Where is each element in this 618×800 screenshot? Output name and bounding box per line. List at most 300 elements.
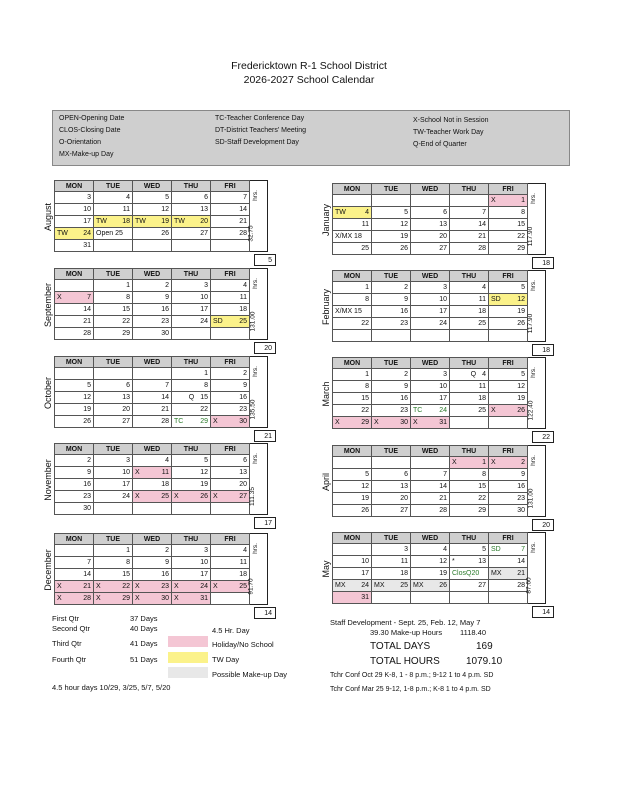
day-header: THU bbox=[450, 184, 489, 195]
day-cell bbox=[372, 592, 411, 604]
day-cell bbox=[450, 505, 489, 517]
week-row bbox=[55, 280, 250, 292]
day-number: 12 bbox=[361, 483, 369, 490]
hrs-label: hrs. bbox=[529, 193, 537, 204]
day-cell bbox=[333, 369, 372, 381]
month-hours: 32.75 bbox=[247, 225, 255, 242]
day-cell bbox=[333, 417, 372, 429]
week-row bbox=[55, 416, 250, 428]
day-number: 27 bbox=[478, 582, 486, 589]
day-cell bbox=[94, 292, 133, 304]
day-code: X bbox=[491, 197, 496, 204]
day-cell bbox=[489, 243, 528, 255]
day-cell bbox=[489, 568, 528, 580]
day-cell bbox=[450, 306, 489, 318]
hrs-label: hrs. bbox=[251, 366, 259, 377]
hrs-label: hrs. bbox=[529, 367, 537, 378]
day-cell bbox=[411, 369, 450, 381]
legend-sd: SD-Staff Development Day bbox=[215, 139, 299, 146]
day-number: 7 bbox=[443, 471, 447, 478]
day-cell bbox=[450, 330, 489, 342]
day-cell bbox=[94, 204, 133, 216]
day-number: 30 bbox=[161, 595, 169, 602]
week-row bbox=[333, 318, 528, 330]
day-cell bbox=[372, 568, 411, 580]
day-number: 9 bbox=[404, 383, 408, 390]
day-cell bbox=[133, 240, 172, 252]
day-cell bbox=[333, 219, 372, 231]
day-code: X bbox=[174, 493, 179, 500]
day-number: 26 bbox=[83, 418, 91, 425]
month-name: March bbox=[321, 381, 331, 407]
day-number: 12 bbox=[83, 394, 91, 401]
day-number: 22 bbox=[200, 406, 208, 413]
day-cell bbox=[172, 569, 211, 581]
month-days-total: 18 bbox=[532, 344, 554, 356]
day-cell bbox=[55, 204, 94, 216]
day-number: 2 bbox=[243, 370, 247, 377]
hrs-label: hrs. bbox=[251, 190, 259, 201]
day-cell bbox=[411, 381, 450, 393]
day-cell bbox=[172, 479, 211, 491]
day-code: X bbox=[96, 595, 101, 602]
day-number: 9 bbox=[87, 469, 91, 476]
day-cell bbox=[172, 228, 211, 240]
q4-days: 51 Days bbox=[130, 655, 158, 664]
day-number: 9 bbox=[165, 559, 169, 566]
day-cell bbox=[450, 243, 489, 255]
day-number: 29 bbox=[200, 418, 208, 425]
week-row bbox=[333, 219, 528, 231]
day-cell bbox=[133, 216, 172, 228]
day-cell bbox=[172, 545, 211, 557]
day-cell bbox=[411, 493, 450, 505]
day-cell bbox=[411, 393, 450, 405]
day-number: 5 bbox=[165, 194, 169, 201]
day-cell bbox=[211, 479, 250, 491]
week-row bbox=[55, 192, 250, 204]
q3-label: Third Qtr bbox=[52, 639, 82, 648]
month-name: December bbox=[43, 549, 53, 591]
week-row bbox=[333, 306, 528, 318]
day-number: 22 bbox=[361, 407, 369, 414]
day-cell bbox=[55, 380, 94, 392]
day-cell bbox=[94, 192, 133, 204]
day-cell bbox=[372, 231, 411, 243]
month-hours: 131.00 bbox=[527, 488, 535, 509]
day-header: MON bbox=[55, 269, 94, 280]
month-days-total: 20 bbox=[254, 342, 276, 354]
week-row bbox=[333, 556, 528, 568]
day-header: THU bbox=[450, 271, 489, 282]
day-number: 28 bbox=[478, 245, 486, 252]
day-cell bbox=[450, 294, 489, 306]
day-number: 25 bbox=[478, 407, 486, 414]
day-number: 22 bbox=[361, 320, 369, 327]
legend-tw: TW-Teacher Work Day bbox=[413, 129, 484, 136]
day-cell bbox=[333, 469, 372, 481]
month-days-total: 14 bbox=[532, 606, 554, 618]
day-cell bbox=[172, 304, 211, 316]
day-number: 4 bbox=[243, 547, 247, 554]
day-cell bbox=[489, 580, 528, 592]
day-cell bbox=[133, 368, 172, 380]
day-cell bbox=[372, 493, 411, 505]
week-row bbox=[55, 368, 250, 380]
week-row bbox=[333, 330, 528, 342]
day-number: 3 bbox=[204, 282, 208, 289]
week-row bbox=[333, 294, 528, 306]
day-code: X bbox=[174, 595, 179, 602]
month-name: May bbox=[321, 560, 331, 578]
day-cell bbox=[94, 228, 133, 240]
day-cell bbox=[333, 556, 372, 568]
week-row bbox=[333, 282, 528, 294]
day-code: X bbox=[57, 294, 62, 301]
day-number: 20 bbox=[400, 495, 408, 502]
legend-tc: TC-Teacher Conference Day bbox=[215, 115, 305, 122]
day-number: 6 bbox=[243, 457, 247, 464]
day-cell bbox=[94, 304, 133, 316]
week-row bbox=[55, 467, 250, 479]
day-cell bbox=[133, 455, 172, 467]
week-row bbox=[333, 207, 528, 219]
day-number: 20 bbox=[439, 233, 447, 240]
day-cell bbox=[94, 380, 133, 392]
day-number: 17 bbox=[122, 481, 130, 488]
day-cell bbox=[172, 455, 211, 467]
month-grid bbox=[332, 183, 528, 255]
day-number: 18 bbox=[161, 481, 169, 488]
day-number: 7 bbox=[87, 559, 91, 566]
day-number: 16 bbox=[161, 306, 169, 313]
day-cell bbox=[489, 282, 528, 294]
day-number: 5 bbox=[404, 209, 408, 216]
week-row bbox=[55, 569, 250, 581]
day-number: 9 bbox=[165, 294, 169, 301]
day-cell bbox=[94, 328, 133, 340]
day-header: FRI bbox=[211, 269, 250, 280]
day-number: 20 bbox=[200, 218, 208, 225]
day-number: 22 bbox=[517, 233, 525, 240]
day-header: MON bbox=[333, 533, 372, 544]
day-cell bbox=[450, 381, 489, 393]
day-number: 23 bbox=[161, 318, 169, 325]
day-header: THU bbox=[172, 357, 211, 368]
day-cell bbox=[489, 381, 528, 393]
day-cell bbox=[133, 545, 172, 557]
day-number: 26 bbox=[161, 230, 169, 237]
day-number: 1 bbox=[126, 282, 130, 289]
day-cell bbox=[450, 544, 489, 556]
day-number: 11 bbox=[478, 296, 486, 303]
day-code: TW bbox=[174, 218, 185, 225]
day-number: 19 bbox=[517, 308, 525, 315]
day-number: 23 bbox=[83, 493, 91, 500]
day-number: 8 bbox=[126, 294, 130, 301]
quarter-mark: Q bbox=[470, 371, 477, 378]
day-cell bbox=[172, 380, 211, 392]
week-row bbox=[55, 216, 250, 228]
day-cell bbox=[411, 282, 450, 294]
day-code: X bbox=[213, 493, 218, 500]
week-row bbox=[333, 393, 528, 405]
day-header: WED bbox=[411, 271, 450, 282]
day-cell bbox=[489, 556, 528, 568]
day-number: 28 bbox=[83, 595, 91, 602]
day-cell bbox=[55, 316, 94, 328]
day-cell bbox=[333, 294, 372, 306]
day-number: 29 bbox=[361, 419, 369, 426]
day-cell bbox=[211, 192, 250, 204]
day-number: 21 bbox=[239, 218, 247, 225]
day-header: TUE bbox=[372, 533, 411, 544]
day-cell bbox=[411, 306, 450, 318]
day-cell bbox=[489, 469, 528, 481]
day-code: X bbox=[213, 418, 218, 425]
week-row bbox=[55, 316, 250, 328]
day-number: 30 bbox=[239, 418, 247, 425]
day-code: X bbox=[135, 595, 140, 602]
day-number: 30 bbox=[517, 507, 525, 514]
day-cell bbox=[211, 392, 250, 404]
day-number: 5 bbox=[521, 284, 525, 291]
day-cell bbox=[372, 243, 411, 255]
day-cell bbox=[489, 294, 528, 306]
day-cell bbox=[489, 457, 528, 469]
day-cell bbox=[489, 318, 528, 330]
day-cell bbox=[94, 455, 133, 467]
day-number: 30 bbox=[83, 505, 91, 512]
day-code: X bbox=[452, 459, 457, 466]
day-number: 26 bbox=[517, 407, 525, 414]
day-cell bbox=[211, 304, 250, 316]
day-number: 6 bbox=[204, 194, 208, 201]
day-cell bbox=[411, 243, 450, 255]
key-makeup: Possible Make-up Day bbox=[212, 670, 288, 679]
day-cell bbox=[450, 481, 489, 493]
day-header: WED bbox=[133, 357, 172, 368]
day-cell bbox=[450, 393, 489, 405]
day-header: FRI bbox=[211, 444, 250, 455]
day-number: 13 bbox=[439, 221, 447, 228]
day-number: 29 bbox=[122, 330, 130, 337]
day-number: 7 bbox=[165, 382, 169, 389]
month-grid bbox=[54, 268, 250, 340]
month-grid bbox=[54, 443, 250, 515]
day-number: 3 bbox=[443, 371, 447, 378]
day-cell bbox=[211, 216, 250, 228]
quarter-mark: Q bbox=[188, 394, 195, 401]
day-cell bbox=[172, 404, 211, 416]
day-cell bbox=[372, 505, 411, 517]
day-cell bbox=[489, 207, 528, 219]
day-cell bbox=[372, 405, 411, 417]
day-header: WED bbox=[411, 533, 450, 544]
month-days-total: 18 bbox=[532, 257, 554, 269]
week-row bbox=[55, 455, 250, 467]
day-cell bbox=[133, 380, 172, 392]
day-number: 9 bbox=[243, 382, 247, 389]
day-cell bbox=[489, 195, 528, 207]
day-cell bbox=[55, 280, 94, 292]
legend-open: OPEN-Opening Date bbox=[59, 115, 125, 122]
hrs-label: hrs. bbox=[529, 455, 537, 466]
day-cell bbox=[55, 368, 94, 380]
month-hours: 122.40 bbox=[527, 400, 535, 421]
day-cell bbox=[450, 493, 489, 505]
day-cell bbox=[489, 544, 528, 556]
day-cell bbox=[55, 569, 94, 581]
day-cell bbox=[333, 493, 372, 505]
day-number: 14 bbox=[161, 394, 169, 401]
day-cell bbox=[133, 593, 172, 605]
day-cell bbox=[411, 556, 450, 568]
day-cell bbox=[172, 240, 211, 252]
holiday-swatch bbox=[168, 636, 208, 647]
day-number: 28 bbox=[161, 418, 169, 425]
day-number: 31 bbox=[439, 419, 447, 426]
day-number: 21 bbox=[83, 583, 91, 590]
day-cell bbox=[211, 593, 250, 605]
month-days-total: 17 bbox=[254, 517, 276, 529]
day-cell bbox=[211, 503, 250, 515]
day-number: 19 bbox=[439, 570, 447, 577]
day-header: MON bbox=[55, 357, 94, 368]
day-cell bbox=[55, 192, 94, 204]
q4-label: Fourth Qtr bbox=[52, 655, 87, 664]
day-number: 25 bbox=[478, 320, 486, 327]
day-cell bbox=[55, 455, 94, 467]
day-cell bbox=[372, 381, 411, 393]
day-cell bbox=[372, 282, 411, 294]
day-cell bbox=[372, 207, 411, 219]
day-number: 12 bbox=[439, 558, 447, 565]
day-cell bbox=[133, 404, 172, 416]
week-row bbox=[333, 544, 528, 556]
week-row bbox=[333, 457, 528, 469]
month-days-total: 21 bbox=[254, 430, 276, 442]
day-number: 28 bbox=[239, 230, 247, 237]
day-number: 3 bbox=[204, 547, 208, 554]
week-row bbox=[333, 369, 528, 381]
day-cell bbox=[333, 207, 372, 219]
day-header: WED bbox=[133, 444, 172, 455]
day-number: 17 bbox=[200, 571, 208, 578]
month-days-total: 5 bbox=[254, 254, 276, 266]
day-number: 19 bbox=[400, 233, 408, 240]
month-grid bbox=[54, 533, 250, 605]
day-cell bbox=[411, 481, 450, 493]
day-number: 10 bbox=[200, 559, 208, 566]
day-cell bbox=[94, 503, 133, 515]
day-number: 11 bbox=[478, 383, 486, 390]
day-cell bbox=[211, 491, 250, 503]
day-number: 2 bbox=[87, 457, 91, 464]
day-header: FRI bbox=[211, 181, 250, 192]
day-cell bbox=[372, 417, 411, 429]
day-number: 21 bbox=[439, 495, 447, 502]
day-cell bbox=[372, 318, 411, 330]
day-cell bbox=[411, 592, 450, 604]
day-number: 26 bbox=[200, 493, 208, 500]
day-code: X bbox=[57, 583, 62, 590]
day-number: 18 bbox=[478, 395, 486, 402]
q2-days: 40 Days bbox=[130, 624, 158, 633]
day-header: FRI bbox=[489, 271, 528, 282]
tw-swatch bbox=[168, 652, 208, 663]
week-row bbox=[333, 580, 528, 592]
day-code: TC bbox=[413, 407, 423, 414]
day-cell bbox=[133, 479, 172, 491]
day-number: 30 bbox=[400, 419, 408, 426]
day-cell bbox=[333, 330, 372, 342]
day-header: WED bbox=[411, 446, 450, 457]
day-code: X bbox=[491, 459, 496, 466]
legend-makeup: MX-Make-up Day bbox=[59, 151, 114, 158]
day-number: 16 bbox=[161, 571, 169, 578]
day-cell bbox=[411, 195, 450, 207]
day-number: 15 bbox=[361, 395, 369, 402]
day-number: 7 bbox=[87, 294, 91, 301]
day-header: TUE bbox=[372, 184, 411, 195]
day-number: 19 bbox=[83, 406, 91, 413]
day-number: 4 bbox=[482, 371, 486, 378]
day-number: 27 bbox=[239, 493, 247, 500]
day-number: 7 bbox=[482, 209, 486, 216]
day-number: 17 bbox=[83, 218, 91, 225]
week-row bbox=[333, 469, 528, 481]
day-number: 12 bbox=[517, 383, 525, 390]
tchr-conf-oct: Tchr Conf Oct 29 K-8, 1 - 8 p.m.; 9-12 1 to 4 p.m. SD bbox=[330, 672, 494, 679]
day-code: TC bbox=[174, 418, 184, 425]
day-code: MX bbox=[491, 570, 502, 577]
day-number: 3 bbox=[443, 284, 447, 291]
day-code: X bbox=[57, 595, 62, 602]
week-row bbox=[333, 243, 528, 255]
day-cell bbox=[133, 503, 172, 515]
day-cell bbox=[172, 557, 211, 569]
day-number: 7 bbox=[243, 194, 247, 201]
day-cell bbox=[211, 204, 250, 216]
day-cell bbox=[172, 467, 211, 479]
day-cell bbox=[133, 204, 172, 216]
day-number: 10 bbox=[122, 469, 130, 476]
day-cell bbox=[211, 569, 250, 581]
day-number: 9 bbox=[404, 296, 408, 303]
day-cell bbox=[94, 392, 133, 404]
legend-box bbox=[52, 110, 570, 166]
hrs-label: hrs. bbox=[251, 543, 259, 554]
day-number: 5 bbox=[482, 546, 486, 553]
week-row bbox=[333, 231, 528, 243]
month-hours: 111.35 bbox=[248, 487, 256, 506]
day-cell bbox=[333, 195, 372, 207]
day-cell bbox=[411, 505, 450, 517]
day-number: 13 bbox=[239, 469, 247, 476]
hrs-label: hrs. bbox=[251, 453, 259, 464]
day-cell bbox=[333, 306, 372, 318]
day-number: 13 bbox=[122, 394, 130, 401]
day-header: TUE bbox=[94, 357, 133, 368]
day-number: 27 bbox=[122, 418, 130, 425]
day-cell bbox=[333, 318, 372, 330]
day-number: 25 bbox=[361, 245, 369, 252]
day-number: 5 bbox=[521, 371, 525, 378]
day-header: FRI bbox=[489, 533, 528, 544]
day-code: TW bbox=[96, 218, 107, 225]
key-holiday: Holiday/No School bbox=[212, 640, 274, 649]
